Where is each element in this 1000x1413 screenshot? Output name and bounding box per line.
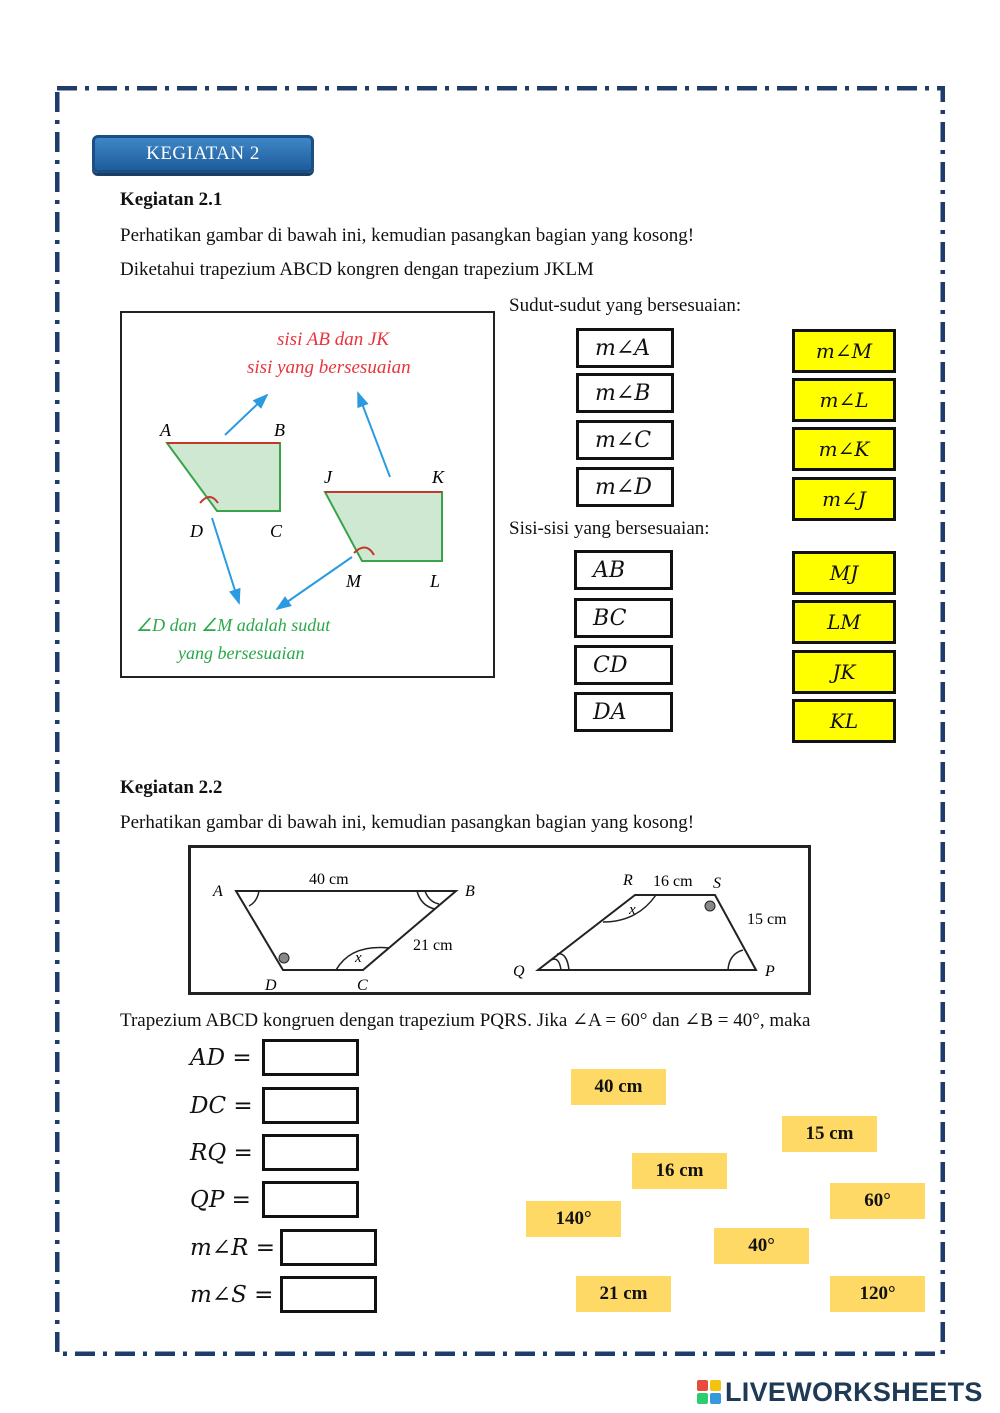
answer-box-angle-s[interactable] (280, 1276, 377, 1313)
chip-16cm[interactable]: 16 cm (632, 1153, 727, 1189)
angle-c-arc (336, 947, 389, 970)
k21-instruction: Perhatikan gambar di bawah ini, kemudian pasangkan bagian yang kosong! (120, 225, 695, 246)
note-side-2: sisi yang bersesuaian (247, 357, 411, 378)
answer-label-dc: DC = (190, 1093, 253, 1119)
angle-left-4: m∠D (576, 467, 674, 507)
answer-label-qp: QP = (190, 1187, 251, 1213)
chip-120deg[interactable]: 120° (830, 1276, 925, 1312)
length-ab: 40 cm (309, 871, 349, 888)
trapezium-jklm (325, 492, 442, 561)
k22-statement: Trapezium ABCD kongruen dengan trapezium PQRS. Jika ∠A = 60° dan ∠B = 40°, maka (120, 1010, 811, 1031)
label-j: J (324, 467, 332, 487)
label-s: S (713, 875, 721, 892)
brand-mark-icon (697, 1380, 721, 1404)
angle-left-1: m∠A (576, 328, 674, 368)
angles-heading: Sudut-sudut yang bersesuaian: (509, 295, 742, 316)
answer-label-angle-r: m∠R = (190, 1235, 275, 1261)
sides-heading: Sisi-sisi yang bersesuaian: (509, 518, 710, 539)
chip-21cm[interactable]: 21 cm (576, 1276, 671, 1312)
angle-a-arc (249, 891, 259, 906)
side-right-3[interactable]: JK (792, 650, 896, 694)
trapezium-figure (122, 313, 493, 676)
k21-figure (120, 311, 495, 678)
brand-logo (697, 1377, 983, 1407)
label-b-2: B (465, 883, 475, 900)
arrow-m (277, 557, 352, 609)
side-left-3: CD (574, 645, 673, 685)
chip-40deg[interactable]: 40° (714, 1228, 809, 1264)
activity-header (92, 135, 314, 173)
angle-right-2[interactable]: m∠L (792, 378, 896, 422)
answer-label-ad: AD = (190, 1045, 252, 1071)
answer-box-ad[interactable] (262, 1039, 359, 1076)
length-bc: 21 cm (413, 937, 453, 954)
k21-heading: Kegiatan 2.1 (120, 189, 223, 210)
label-c: C (270, 521, 283, 541)
label-x-2: x (629, 902, 636, 918)
arrow-d (212, 518, 239, 603)
chip-40cm[interactable]: 40 cm (571, 1069, 666, 1105)
answer-box-rq[interactable] (262, 1134, 359, 1171)
side-left-4: DA (574, 692, 673, 732)
angle-q-arc-1 (551, 959, 561, 970)
label-l: L (430, 571, 441, 591)
angle-b-arc-2 (425, 891, 439, 904)
note-angle-2: yang bersesuaian (178, 643, 305, 663)
k21-given: Diketahui trapezium ABCD kongren dengan trapezium JKLM (120, 259, 594, 280)
angle-right-1[interactable]: m∠M (792, 329, 896, 373)
k22-figure (188, 845, 811, 995)
label-x-1: x (355, 950, 362, 966)
label-k: K (432, 467, 445, 487)
angle-right-4[interactable]: m∠J (792, 477, 896, 521)
side-right-2[interactable]: LM (792, 600, 896, 644)
label-a: A (160, 420, 171, 440)
angle-right-3[interactable]: m∠K (792, 427, 896, 471)
label-d-2: D (265, 977, 277, 992)
answer-label-angle-s: m∠S = (190, 1282, 274, 1308)
k22-heading: Kegiatan 2.2 (120, 777, 223, 798)
angle-d-dot (279, 953, 289, 963)
side-right-1[interactable]: MJ (792, 551, 896, 595)
chip-60deg[interactable]: 60° (830, 1183, 925, 1219)
label-p: P (765, 963, 775, 980)
answer-label-rq: RQ = (190, 1140, 253, 1166)
angle-left-3: m∠C (576, 420, 674, 460)
k22-instruction: Perhatikan gambar di bawah ini, kemudian pasangkan bagian yang kosong! (120, 812, 695, 833)
trapezium-pair-figure (191, 848, 808, 992)
arrow-jk (358, 393, 390, 477)
side-right-4[interactable]: KL (792, 699, 896, 743)
side-left-1: AB (574, 550, 673, 590)
label-d: D (190, 521, 203, 541)
length-rs: 16 cm (653, 873, 693, 890)
label-q: Q (513, 963, 525, 980)
note-angle-1: ∠D dan ∠M adalah sudut (136, 615, 331, 635)
label-c-2: C (357, 977, 368, 992)
answer-box-dc[interactable] (262, 1087, 359, 1124)
activity-title: KEGIATAN 2 (146, 143, 260, 164)
brand-name: LIVEWORKSHEETS (725, 1376, 983, 1407)
note-side-1: sisi AB dan JK (277, 329, 390, 350)
label-m: M (346, 571, 361, 591)
length-sp: 15 cm (747, 911, 787, 928)
angle-s-dot (705, 901, 715, 911)
label-b: B (274, 420, 285, 440)
answer-box-qp[interactable] (262, 1181, 359, 1218)
answer-box-angle-r[interactable] (280, 1229, 377, 1266)
trapezium-abcd (167, 443, 280, 511)
arrow-ab (225, 395, 267, 435)
label-r: R (623, 872, 633, 889)
chip-15cm[interactable]: 15 cm (782, 1116, 877, 1152)
chip-140deg[interactable]: 140° (526, 1201, 621, 1237)
side-left-2: BC (574, 598, 673, 638)
label-a-2: A (213, 883, 223, 900)
angle-left-2: m∠B (576, 373, 674, 413)
angle-p-arc (728, 950, 743, 970)
